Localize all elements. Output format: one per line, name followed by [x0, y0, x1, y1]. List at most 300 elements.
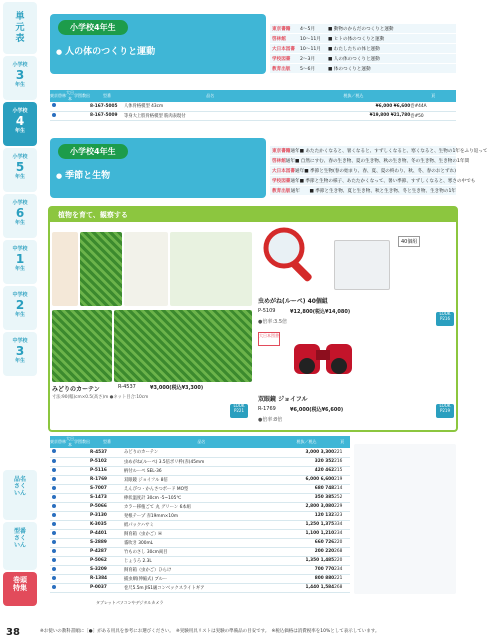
binocular-spec: ●倍率:8倍 [258, 417, 283, 423]
table-row[interactable] [50, 102, 456, 111]
publisher-cell [58, 484, 66, 493]
name-cell: 霧吹き 300mL [124, 538, 279, 547]
table-row[interactable] [50, 475, 350, 484]
page-cell: 215 [334, 466, 350, 475]
code-cell: P-5066 [90, 502, 124, 511]
name-cell: じょうろ 2.3L [124, 556, 279, 565]
publisher-cell [82, 529, 90, 538]
table-row[interactable] [50, 484, 350, 493]
name-cell: 柄付ルーペ SEL-36 [124, 466, 279, 475]
tab-sub: 年生 [14, 82, 25, 89]
publisher-pub: 啓林館 [272, 158, 286, 164]
publisher-cell [74, 556, 82, 565]
publisher-cell [50, 502, 58, 511]
sidebar-tab-4[interactable] [3, 240, 37, 284]
page-cell: 234 [334, 529, 350, 538]
publisher-cell [66, 583, 74, 592]
publisher-cell [58, 556, 66, 565]
name-cell: 双眼鏡 ジョイフル 8倍 [124, 475, 279, 484]
publisher-topic: ■ あたたかくなると、暑くなると、すずしくなると、寒くなると、生物の1年をふり返って [299, 148, 488, 154]
curtain-spec: 寸法:90(幅)cm×0.5(高さ)m ●ネット目合:10cm [52, 395, 149, 400]
name-cell: 人体骨格模型 43cm [124, 102, 296, 111]
publisher-cell [58, 493, 66, 502]
binocular-code: R-1769 [258, 406, 276, 412]
tab-sub: 年生 [14, 358, 25, 365]
case-image [334, 240, 390, 290]
code-cell: P-0037 [90, 583, 124, 592]
code-cell: R-4537 [90, 448, 124, 457]
publisher-cell [82, 484, 90, 493]
column-header: 学図 [74, 436, 82, 448]
publisher-row [270, 34, 456, 44]
publisher-cell [58, 547, 66, 556]
page-cell: 234 [334, 565, 350, 574]
vegetable-photo [124, 232, 168, 306]
publisher-cell [74, 466, 82, 475]
publisher-pages: 5～6月 [300, 66, 316, 72]
tab-num: 1 [15, 252, 25, 266]
publisher-cell [82, 111, 90, 120]
publisher-cell [66, 556, 74, 565]
publisher-cell [66, 102, 74, 111]
grade-pill: 小学校4年生 [58, 20, 128, 35]
binocular-name: 双眼鏡 ジョイフル [258, 396, 308, 403]
publisher-cell [74, 457, 82, 466]
code-cell: S-1473 [90, 493, 124, 502]
publisher-topic: ■ 体のつくりと運動 [328, 66, 371, 72]
publisher-pages: 4～5月 [300, 26, 316, 32]
publisher-pub: 大日本図書 [272, 46, 295, 52]
tab-label: 小学校 [12, 200, 28, 206]
publisher-cell [66, 448, 74, 457]
column-header: 税抜／税込 [296, 90, 410, 102]
publisher-cell [50, 102, 58, 111]
code-cell: P-5062 [90, 556, 124, 565]
tab-num: 6 [15, 206, 25, 220]
publisher-cell [82, 538, 90, 547]
publisher-topic: ■ 季節と生き物、夏と生き物、秋と生き物、冬と生き物、生き物の1年 [309, 188, 456, 194]
sidebar-tab-1[interactable] [3, 102, 37, 146]
column-header: 東京 [50, 90, 58, 102]
publisher-topic: ■ 季節と生物の様子、あたたかくなって、暑い季節、すずしくなると、寒さの中でも [299, 178, 476, 184]
publisher-cell [82, 565, 90, 574]
column-header: 頁 [334, 436, 350, 448]
name-cell: 虫めがね(ルーペ) 3.5倍ポリ枠(赤)45mm [124, 457, 279, 466]
price-cell: 200 220 [279, 547, 334, 556]
publisher-cell [66, 111, 74, 120]
tab-sub: 年生 [14, 266, 25, 273]
table-row[interactable] [50, 466, 350, 475]
publisher-row [270, 64, 456, 74]
price-cell: ¥19,800 ¥21,780 [296, 111, 410, 120]
name-cell: カラー移植ごて 丸 グリーン 6本組 [124, 502, 279, 511]
binocular-image [286, 336, 364, 380]
publisher-cell [74, 583, 82, 592]
binocular-price: ¥6,000(税込¥6,600) [290, 407, 344, 413]
pots-photo [170, 232, 252, 306]
publisher-pub: 学校図書 [272, 56, 291, 62]
check-dot [52, 531, 56, 535]
tab-label: 中学校 [12, 338, 28, 344]
publisher-pub: 東京書籍 [272, 26, 291, 32]
sidebar-tab-5[interactable] [3, 286, 37, 330]
check-dot [52, 468, 56, 472]
sidebar-top[interactable]: 単元表 [3, 2, 37, 54]
sidebar-tab-3[interactable] [3, 194, 37, 238]
publisher-cell [74, 111, 82, 120]
product-images [354, 444, 456, 594]
column-header: 頁 [410, 90, 456, 102]
publisher-pages: 2～3月 [300, 56, 316, 62]
page-cell: 229 [334, 502, 350, 511]
publisher-cell [82, 475, 90, 484]
magnifier-code: P-5109 [258, 308, 276, 314]
name-cell: 棒状温度計 30cm -5~105℃ [124, 493, 279, 502]
table-row[interactable] [50, 448, 350, 457]
publisher-pages: 通年 [290, 188, 300, 194]
publisher-cell [82, 574, 90, 583]
publisher-cell [58, 466, 66, 475]
model-index-tab[interactable]: 型番さくいん [3, 522, 37, 570]
publisher-cell [58, 511, 66, 520]
publisher-cell [58, 529, 66, 538]
code-cell: 8-167-5005 [90, 102, 124, 111]
publisher-cell [58, 520, 66, 529]
magnifier-name: 虫めがね(ルーペ) 40個組 [258, 298, 328, 305]
check-dot [52, 449, 56, 453]
tab-sub: 年生 [14, 128, 25, 135]
publisher-cell [50, 583, 58, 592]
page-cell: 220 [334, 538, 350, 547]
code-cell: P-3130 [90, 511, 124, 520]
publisher-cell [74, 484, 82, 493]
price-cell: ¥6,000 ¥6,600 [296, 102, 410, 111]
person-illustration [52, 232, 78, 306]
page-cell: 252 [334, 493, 350, 502]
column-header: 教出 [82, 436, 90, 448]
check-dot [52, 103, 56, 107]
column-header: 東京 [50, 436, 58, 448]
table-row[interactable] [50, 574, 350, 583]
publisher-cell [50, 448, 58, 457]
name-cell: 飼育箱（虫かご）ひらけ [124, 565, 279, 574]
code-cell: S-3209 [90, 565, 124, 574]
publisher-row [270, 54, 456, 64]
page-cell: 214 [334, 484, 350, 493]
table-row[interactable] [50, 538, 350, 547]
check-dot [52, 513, 56, 517]
magnifier-spec: ●倍率:3.5倍 [258, 319, 287, 325]
publisher-cell [74, 574, 82, 583]
check-dot [52, 477, 56, 481]
publisher-cell [66, 538, 74, 547]
code-cell: P-4287 [90, 547, 124, 556]
publisher-cell [82, 583, 90, 592]
look-badge[interactable]: LOOK P221 [230, 404, 248, 418]
check-dot [52, 486, 56, 490]
check-dot [52, 558, 56, 562]
publisher-cell [74, 520, 82, 529]
publisher-row [270, 176, 476, 186]
publisher-topic: ■ 人の体のつくりと運動 [328, 56, 380, 62]
table-row[interactable] [50, 556, 350, 565]
publisher-cell [82, 493, 90, 502]
curtain-photo [80, 232, 122, 306]
table-row[interactable] [50, 529, 350, 538]
publisher-cell [50, 538, 58, 547]
page-cell: 323 [334, 511, 350, 520]
price-cell: 320 352 [279, 457, 334, 466]
table-row[interactable] [50, 502, 350, 511]
publisher-cell [50, 484, 58, 493]
table-row[interactable] [50, 565, 350, 574]
publisher-cell [58, 565, 66, 574]
publisher-topic: ■ わたしたちの体と運動 [328, 46, 380, 52]
column-header: 型番 [90, 436, 124, 448]
publisher-cell [74, 565, 82, 574]
name-cell: みどりのカーテン [124, 448, 279, 457]
price-cell: 1,100 1,210 [279, 529, 334, 538]
table-row[interactable] [50, 511, 350, 520]
code-cell: R-1384 [90, 574, 124, 583]
publisher-cell [82, 466, 90, 475]
tab-label: 小学校 [12, 62, 28, 68]
publisher-cell [82, 547, 90, 556]
tab-label: 小学校 [12, 154, 28, 160]
sidebar-tab-2[interactable] [3, 148, 37, 192]
publisher-cell [50, 475, 58, 484]
publisher-cell [50, 565, 58, 574]
publisher-cell [66, 493, 74, 502]
code-cell: 8-167-5009 [90, 111, 124, 120]
publisher-cell [58, 457, 66, 466]
publisher-cell [66, 565, 74, 574]
publisher-cell [82, 448, 90, 457]
publisher-pub: 大日本図書 [272, 168, 295, 174]
column-header: 型番 [90, 90, 124, 102]
column-header: 啓林 [58, 436, 66, 448]
publisher-cell [66, 511, 74, 520]
publisher-pub: 学校図書 [272, 178, 291, 184]
publisher-cell [66, 529, 74, 538]
publisher-row [270, 44, 456, 54]
section-title: ● 季節と生物 [56, 168, 110, 181]
publisher-topic: ■ 動物のからだのつくりと運動 [328, 26, 394, 32]
curtain-name: みどりのカーテン [52, 386, 100, 393]
publisher-cell [82, 511, 90, 520]
publisher-cell [82, 102, 90, 111]
page-cell: 221 [334, 448, 350, 457]
publisher-table-1 [270, 24, 456, 74]
publisher-cell [66, 520, 74, 529]
set-badge: 40個組 [398, 236, 420, 247]
column-header: 税抜／税込 [279, 436, 334, 448]
publisher-cell [74, 529, 82, 538]
code-cell: P-5116 [90, 466, 124, 475]
publisher-cell [58, 102, 66, 111]
name-cell: 飼育箱（虫かご）H [124, 529, 279, 538]
name-cell: 等身大上肢骨格模型 筋肉表現付 [124, 111, 296, 120]
footer-note: ※お使いの教科書順に［●］がある用具を参考にお選びください。 ※実験用具リストは実験の準備品の目安です。 ※税込価格は消費税率を10%として表示しています。 [40, 629, 380, 634]
curtain-code: R-4537 [118, 384, 136, 390]
publisher-cell [50, 493, 58, 502]
publisher-cell [66, 547, 74, 556]
publisher-cell [74, 502, 82, 511]
publisher-pages: 通年 [294, 168, 305, 174]
check-dot [52, 540, 56, 544]
page-cell: 334 [334, 520, 350, 529]
check-dot [52, 522, 56, 526]
publisher-cell [74, 511, 82, 520]
tab-num: 3 [15, 68, 25, 82]
price-cell: 700 770 [279, 565, 334, 574]
publisher-pub: 啓林館 [272, 36, 286, 42]
table-row[interactable] [50, 547, 350, 556]
publisher-cell [74, 102, 82, 111]
publisher-cell [50, 520, 58, 529]
page-number: 38 [6, 627, 20, 638]
publisher-cell [82, 520, 90, 529]
product-table-2 [50, 436, 350, 593]
check-dot [52, 495, 56, 499]
name-cell: 発根テープ 赤19mm×10m [124, 511, 279, 520]
sidebar-tab-6[interactable] [3, 332, 37, 376]
net-photo [52, 310, 112, 382]
publisher-pages: 通年 [290, 178, 300, 184]
page-cell: 巻#50 [410, 111, 456, 120]
tab-sub: 年生 [14, 174, 25, 181]
publisher-cell [66, 484, 74, 493]
publisher-cell [82, 556, 90, 565]
feature-heading: 植物を育て、観察する [50, 208, 456, 222]
table-row[interactable] [50, 493, 350, 502]
column-header: 品名 [124, 436, 279, 448]
tab-sub: 年生 [14, 312, 25, 319]
publisher-cell [50, 556, 58, 565]
name-cell: 捕虫網(伸縮式) ブルー [124, 574, 279, 583]
curtain-price: ¥3,000(税込¥3,300) [150, 385, 204, 391]
publisher-topic: ■ 自然にすむ、春の生き物、夏の生き物、秋の生き物、冬の生き物、生き物の1年間 [295, 158, 470, 164]
code-cell: S-2889 [90, 538, 124, 547]
section2-header [50, 138, 266, 198]
publisher-cell [50, 511, 58, 520]
price-cell: 2,800 3,080 [279, 502, 334, 511]
page-cell: 219 [334, 475, 350, 484]
publisher-cell [74, 547, 82, 556]
price-cell: 420 462 [279, 466, 334, 475]
greenery-photo [114, 310, 252, 382]
check-dot [52, 113, 56, 117]
check-dot [52, 549, 56, 553]
price-cell: 3,000 3,300 [279, 448, 334, 457]
code-cell: P-4401 [90, 529, 124, 538]
section1-header [50, 14, 266, 74]
publisher-cell [82, 502, 90, 511]
publisher-cell [50, 457, 58, 466]
name-cell: 竹ものさし 30cm両目 [124, 547, 279, 556]
table-row[interactable] [50, 457, 350, 466]
publisher-cell [50, 111, 58, 120]
magnifier-price: ¥12,800(税込¥14,080) [290, 309, 351, 315]
publisher-tag: 大日本図書 [258, 332, 280, 346]
tab-num: 5 [15, 160, 25, 174]
publisher-pages: 10～11月 [300, 36, 321, 42]
sidebar-tab-0[interactable] [3, 56, 37, 100]
publisher-row [270, 156, 470, 166]
price-cell: 1,250 1,375 [279, 520, 334, 529]
publisher-cell [50, 574, 58, 583]
page-cell: 268 [334, 583, 350, 592]
publisher-cell [58, 111, 66, 120]
page-cell: 221 [334, 574, 350, 583]
publisher-pages: 通年 [290, 148, 300, 154]
page-cell: 巻#44A [410, 102, 456, 111]
tab-label: 中学校 [12, 246, 28, 252]
tab-num: 4 [15, 114, 25, 128]
column-header: 教出 [82, 90, 90, 102]
publisher-cell [58, 475, 66, 484]
publisher-cell [50, 466, 58, 475]
publisher-cell [66, 475, 74, 484]
product-table-1 [50, 90, 456, 121]
look-badge[interactable]: LOOK P216 [436, 312, 454, 326]
tab-num: 3 [15, 344, 25, 358]
check-dot [52, 585, 56, 589]
column-header: 啓林 [58, 90, 66, 102]
name-index-tab[interactable]: 品名さくいん [3, 470, 37, 520]
publisher-row [270, 24, 456, 34]
publisher-pages: 10～11月 [300, 46, 321, 52]
publisher-row [270, 166, 456, 176]
tab-num: 2 [15, 298, 25, 312]
price-cell: 6,000 6,600 [279, 475, 334, 484]
publisher-row [270, 146, 488, 156]
publisher-topic: ■ 季節と生物(春の始まり、春、夏、夏の終わり、秋、冬、春のおとずれ) [304, 168, 456, 174]
check-dot [52, 459, 56, 463]
publisher-topic: ■ ヒトの体のつくりと運動 [328, 36, 385, 42]
publisher-cell [74, 538, 82, 547]
section-title: ● 人の体のつくりと運動 [56, 44, 155, 57]
price-cell: 350 385 [279, 493, 334, 502]
publisher-cell [58, 583, 66, 592]
publisher-pages: 通年 [285, 158, 295, 164]
publisher-cell [74, 448, 82, 457]
check-dot [52, 504, 56, 508]
price-cell: 1,440 1,584 [279, 583, 334, 592]
special-tab[interactable]: 巻頭特集 [3, 572, 37, 606]
tab-label: 小学校 [12, 108, 28, 114]
publisher-cell [58, 538, 66, 547]
code-cell: K-3035 [90, 520, 124, 529]
publisher-pub: 教育出版 [272, 188, 291, 194]
page-cell: 216 [334, 457, 350, 466]
table-row[interactable] [50, 583, 350, 592]
page-cell: 268 [334, 547, 350, 556]
magnifier-image [260, 224, 324, 286]
check-dot [52, 567, 56, 571]
code-cell: R-1769 [90, 475, 124, 484]
table-row[interactable] [50, 111, 456, 120]
tab-label: 中学校 [12, 292, 28, 298]
table-row[interactable] [50, 520, 350, 529]
code-cell: S-7007 [90, 484, 124, 493]
publisher-table-2 [270, 146, 488, 196]
price-cell: 680 748 [279, 484, 334, 493]
publisher-cell [58, 502, 66, 511]
look-badge[interactable]: LOOK P219 [436, 404, 454, 418]
publisher-cell [74, 475, 82, 484]
publisher-row [270, 186, 456, 196]
